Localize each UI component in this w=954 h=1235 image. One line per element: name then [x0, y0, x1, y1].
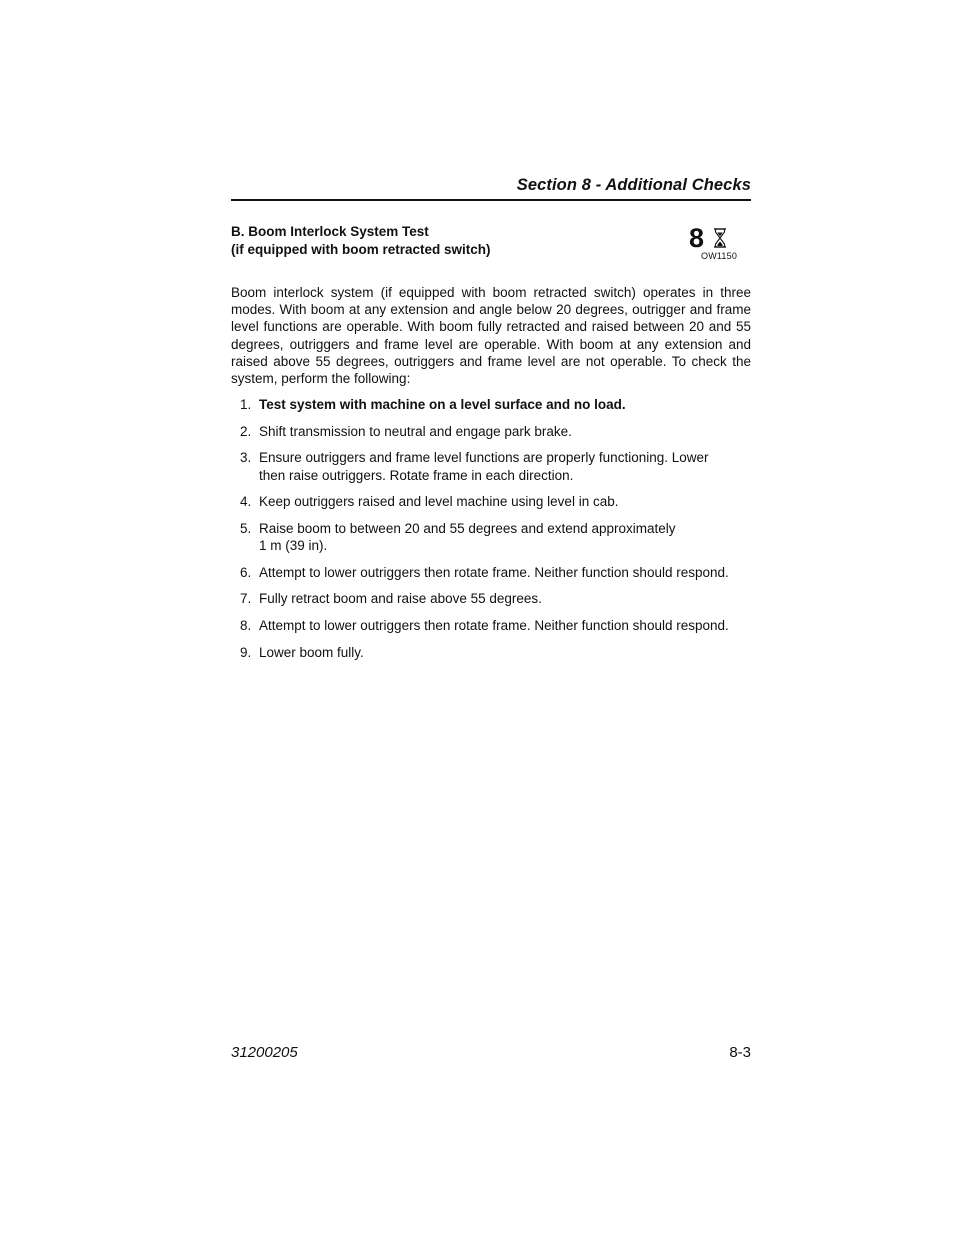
step-text: Keep outriggers raised and level machine using level in cab.	[259, 494, 619, 510]
document-number: 31200205	[231, 1044, 298, 1061]
subsection-heading	[231, 223, 491, 259]
manual-page	[231, 0, 751, 1235]
step-number: 9.	[240, 644, 252, 660]
step-number: 8.	[240, 617, 252, 633]
hourglass-icon	[713, 228, 727, 248]
step-text: Raise boom to between 20 and 55 degrees and extend approximately	[259, 520, 676, 536]
step-text: Ensure outriggers and frame level functions are properly functioning. Lower	[259, 450, 709, 466]
procedure-steps	[231, 396, 751, 670]
list-item	[231, 564, 751, 581]
step-number: 7.	[240, 591, 252, 607]
list-item	[231, 396, 751, 413]
list-item	[231, 520, 751, 555]
step-number: 1.	[240, 397, 252, 412]
page-number: 8-3	[729, 1044, 751, 1061]
list-item	[231, 644, 751, 661]
list-item	[231, 617, 751, 634]
list-item	[231, 449, 751, 484]
step-text-continued: then raise outriggers. Rotate frame in each direction.	[259, 467, 574, 483]
list-item	[231, 423, 751, 440]
subsection-heading-line1: B. Boom Interlock System Test	[231, 224, 429, 239]
list-item	[231, 493, 751, 510]
step-number: 4.	[240, 494, 252, 510]
step-text: Attempt to lower outriggers then rotate frame. Neither function should respond.	[259, 617, 729, 633]
list-item	[231, 590, 751, 607]
subsection-heading-line2: (if equipped with boom retracted switch)	[231, 242, 491, 257]
step-number: 3.	[240, 450, 252, 466]
step-text: Shift transmission to neutral and engage park brake.	[259, 423, 572, 439]
step-number: 5.	[240, 520, 252, 536]
step-text-continued: 1 m (39 in).	[259, 538, 328, 554]
section-title: Section 8 - Additional Checks	[516, 176, 751, 194]
step-text: Fully retract boom and raise above 55 degrees.	[259, 591, 542, 607]
figure-code: OW1150	[701, 251, 738, 261]
step-text: Attempt to lower outriggers then rotate frame. Neither function should respond.	[259, 564, 729, 580]
step-text: Test system with machine on a level surface and no load.	[259, 397, 626, 412]
step-number: 6.	[240, 564, 252, 580]
step-number: 2.	[240, 423, 252, 439]
intro-paragraph: Boom interlock system (if equipped with boom retracted switch) operates in three modes. With boom at any extension and angle below 20 degrees, outrigger and frame level functions are operable. With boom fully retracted and raised between 20 and 55 degrees, outriggers and frame level are operable. With boom at any extension and raised above 55 degrees, outriggers and frame level are not operable. To check the system, perform the following:	[231, 285, 751, 387]
interval-number: 8	[689, 223, 705, 253]
interval-badge	[687, 222, 743, 266]
header-rule	[231, 199, 751, 201]
step-text: Lower boom fully.	[259, 644, 364, 660]
